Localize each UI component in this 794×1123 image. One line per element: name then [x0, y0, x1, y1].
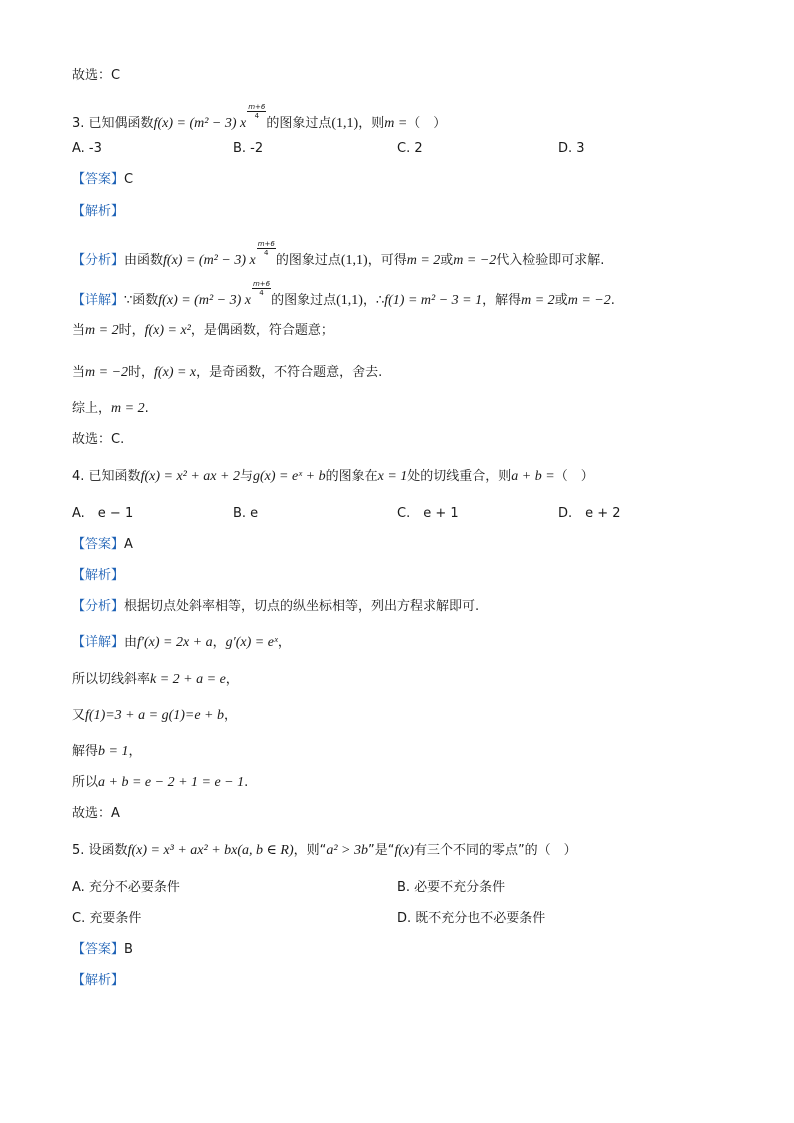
q4-g: g(x) = eˣ + b: [252, 469, 326, 484]
q3-xj-end: .: [610, 293, 615, 308]
q4-answer: [72, 535, 133, 555]
q3-number: 3.: [72, 116, 85, 131]
q3-jiexi: [72, 202, 124, 222]
q3-fenxi-exp-num: m+6: [257, 240, 275, 248]
q3-fenxi-or: 或: [440, 253, 454, 268]
q3-pre: 已知偶函数: [88, 116, 154, 131]
q3-paren: （ ）: [407, 116, 447, 131]
q4-l4-end: .: [244, 775, 249, 790]
q3-xj-m2: m = −2: [567, 293, 611, 308]
q4-jiexi-tag: 【解析】: [72, 568, 125, 583]
q4-l2-pre: 又: [72, 708, 86, 723]
q5-number: 5.: [72, 843, 85, 858]
q3-fenxi-point: (1,1): [340, 253, 368, 268]
q3-conclusion: 故选：C.: [72, 432, 125, 447]
q4-fenxi-text: 根据切点处斜率相等，切点的纵坐标相等，列出方程求解即可.: [124, 599, 480, 614]
q4-option-b: B. e: [233, 506, 259, 521]
q3-xj-solve: ，解得: [482, 293, 522, 308]
q4-fenxi-tag: 【分析】: [72, 599, 125, 614]
q3-case2-m: m = −2: [85, 365, 129, 380]
q3-case1-pre: 当: [72, 323, 86, 338]
q3-zongshang-m: m = 2: [111, 401, 145, 416]
q3-ask: m =: [384, 116, 408, 131]
q4-line3: [72, 742, 141, 762]
q3-case2-when: 时，: [128, 365, 155, 380]
q4-x1: x = 1: [377, 469, 408, 484]
q5-stem: [72, 841, 577, 861]
q4-line2: [72, 706, 237, 726]
q4-answer-value: A: [124, 537, 133, 552]
q3-exp-den: 4: [254, 112, 260, 120]
q3-exponent: [247, 103, 266, 120]
q4-l3-end: ，: [128, 744, 142, 759]
q3-stem: [72, 103, 446, 134]
q3-xiangjie-tag: 【详解】: [72, 293, 125, 308]
q4-option-d: D. e + 2: [558, 506, 621, 521]
q3-zongshang-pre: 综上，: [72, 401, 112, 416]
q4-xj-fp: f′(x) = 2x + a: [137, 635, 213, 650]
q3-func-lhs: f(x) =: [153, 116, 190, 131]
q3-xj-eq: f(1) = m² − 3 = 1: [384, 293, 483, 308]
q4-and: 与: [239, 469, 253, 484]
q3-xiangjie: [72, 280, 615, 311]
q3-xj-pre: ∵函数: [124, 293, 159, 308]
q4-line1: [72, 670, 239, 690]
q5-answer-tag: 【答案】: [72, 942, 125, 957]
q4-l3-pre: 解得: [72, 744, 99, 759]
q4-l4-pre: 所以: [72, 775, 99, 790]
q3-case1-post: ，是偶函数，符合题意；: [190, 323, 334, 338]
q3-zongshang: [72, 399, 149, 419]
q3-func-base: (m² − 3) x: [189, 116, 247, 131]
q3-fenxi-exponent: [257, 240, 276, 257]
q3-xj-or: 或: [554, 293, 568, 308]
q4-l1-end: ，: [225, 672, 239, 687]
q3-xj-exp-den: 4: [259, 289, 264, 297]
q5-option-c: C. 充要条件: [72, 911, 142, 926]
q5-option-a: A. 充分不必要条件: [72, 880, 180, 895]
q3-xj-exponent: [252, 280, 271, 297]
q5-f2: f(x): [394, 843, 414, 858]
q3-xj-exp-num: m+6: [252, 280, 271, 288]
q5-option-d: D. 既不充分也不必要条件: [397, 911, 546, 926]
q4-xj-comma: ，: [212, 635, 226, 650]
q3-post: ，则: [358, 116, 385, 131]
q4-l1-eq: k = 2 + a = e: [150, 672, 226, 687]
q3-option-d: D. 3: [558, 141, 585, 156]
q3-answer-tag: 【答案】: [72, 172, 125, 187]
q2-conclusion: 故选：C: [72, 68, 121, 83]
q3-case2: [72, 363, 382, 383]
q3-case2-post: ，是奇函数，不符合题意，舍去.: [196, 365, 383, 380]
q5-option-b: B. 必要不充分条件: [397, 880, 506, 895]
q4-jiexi: [72, 566, 124, 586]
q4-option-a: A. e − 1: [72, 506, 134, 521]
q3-case1: [72, 321, 334, 341]
q3-case1-m: m = 2: [85, 323, 119, 338]
q3-option-a: A. -3: [72, 141, 102, 156]
q4-l2-end: ，: [224, 708, 238, 723]
q3-xj-mid: 的图象过点: [271, 293, 337, 308]
q4-l4-eq: a + b = e − 2 + 1 = e − 1: [98, 775, 245, 790]
q4-stem: [72, 467, 594, 487]
q3-fenxi-pre: 由函数: [124, 253, 164, 268]
q4-xj-pre: 由: [124, 635, 138, 650]
q4-line4: [72, 773, 248, 793]
q3-case1-when: 时，: [118, 323, 145, 338]
q4-xiangjie: [72, 633, 291, 653]
q3-option-b: B. -2: [233, 141, 264, 156]
q5-pre: 设函数: [88, 843, 128, 858]
q3-xj-point: (1,1): [336, 293, 363, 308]
q4-xiangjie-tag: 【详解】: [72, 635, 125, 650]
q5-f: f(x) = x³ + ax² + bx(a, b ∈ R): [127, 843, 294, 858]
q4-number: 4.: [72, 469, 85, 484]
q3-case2-pre: 当: [72, 365, 86, 380]
q5-post3: 有三个不同的零点”的（ ）: [413, 843, 577, 858]
q3-fenxi-m1: m = 2: [406, 253, 441, 268]
q4-answer-tag: 【答案】: [72, 537, 125, 552]
q3-xj-func-lhs: f(x) =: [158, 293, 195, 308]
q4-f: f(x) = x² + ax + 2: [140, 469, 240, 484]
q3-fenxi-func-base: (m² − 3) x: [198, 253, 256, 268]
q4-l1-pre: 所以切线斜率: [72, 672, 151, 687]
q3-xj-m1: m = 2: [521, 293, 555, 308]
q3-fenxi-m2: m = −2: [453, 253, 497, 268]
q4-post: 处的切线重合，则: [407, 469, 512, 484]
q3-case2-f: f(x) = x: [154, 365, 197, 380]
q5-jiexi-tag: 【解析】: [72, 973, 125, 988]
q3-case1-f: f(x) = x²: [144, 323, 191, 338]
q4-l2-eq: f(1)=3 + a = g(1)=e + b: [85, 708, 225, 723]
q4-fenxi: [72, 597, 479, 617]
q5-answer-value: B: [124, 942, 133, 957]
q3-fenxi-post2: 代入检验即可求解.: [496, 253, 605, 268]
q3-jiexi-tag: 【解析】: [72, 204, 125, 219]
q3-fenxi-func-lhs: f(x) =: [163, 253, 199, 268]
q4-xj-end: ，: [277, 635, 291, 650]
q3-answer: [72, 170, 133, 190]
q3-exp-num: m+6: [248, 103, 266, 111]
q3-fenxi-post1: ，可得: [367, 253, 407, 268]
q3-xj-func-base: (m² − 3) x: [194, 293, 251, 308]
q3-xj-therefore: ，∴: [362, 293, 385, 308]
q4-pre: 已知函数: [88, 469, 141, 484]
q3-mid: 的图象过点: [266, 116, 332, 131]
q4-l3-eq: b = 1: [98, 744, 129, 759]
q3-answer-value: C: [124, 172, 134, 187]
q3-fenxi-tag: 【分析】: [72, 253, 125, 268]
q3-fenxi-mid: 的图象过点: [275, 253, 341, 268]
q3-option-c: C. 2: [397, 141, 423, 156]
q5-jiexi: [72, 971, 124, 991]
q5-answer: [72, 940, 133, 960]
q4-mid: 的图象在: [325, 469, 378, 484]
q5-cond: a² > 3b: [326, 843, 369, 858]
q4-ask: a + b =: [511, 469, 555, 484]
q3-point: (1,1): [331, 116, 359, 131]
q5-post1: ，则“: [293, 843, 327, 858]
q4-option-c: C. e + 1: [397, 506, 459, 521]
q5-post2: ”是“: [368, 843, 395, 858]
q3-fenxi: [72, 240, 604, 271]
q4-conclusion: 故选：A: [72, 806, 120, 821]
q3-fenxi-exp-den: 4: [264, 249, 269, 257]
q3-zongshang-end: .: [144, 401, 149, 416]
q4-xj-gp: g′(x) = eˣ: [225, 635, 278, 650]
q4-paren: （ ）: [554, 469, 594, 484]
